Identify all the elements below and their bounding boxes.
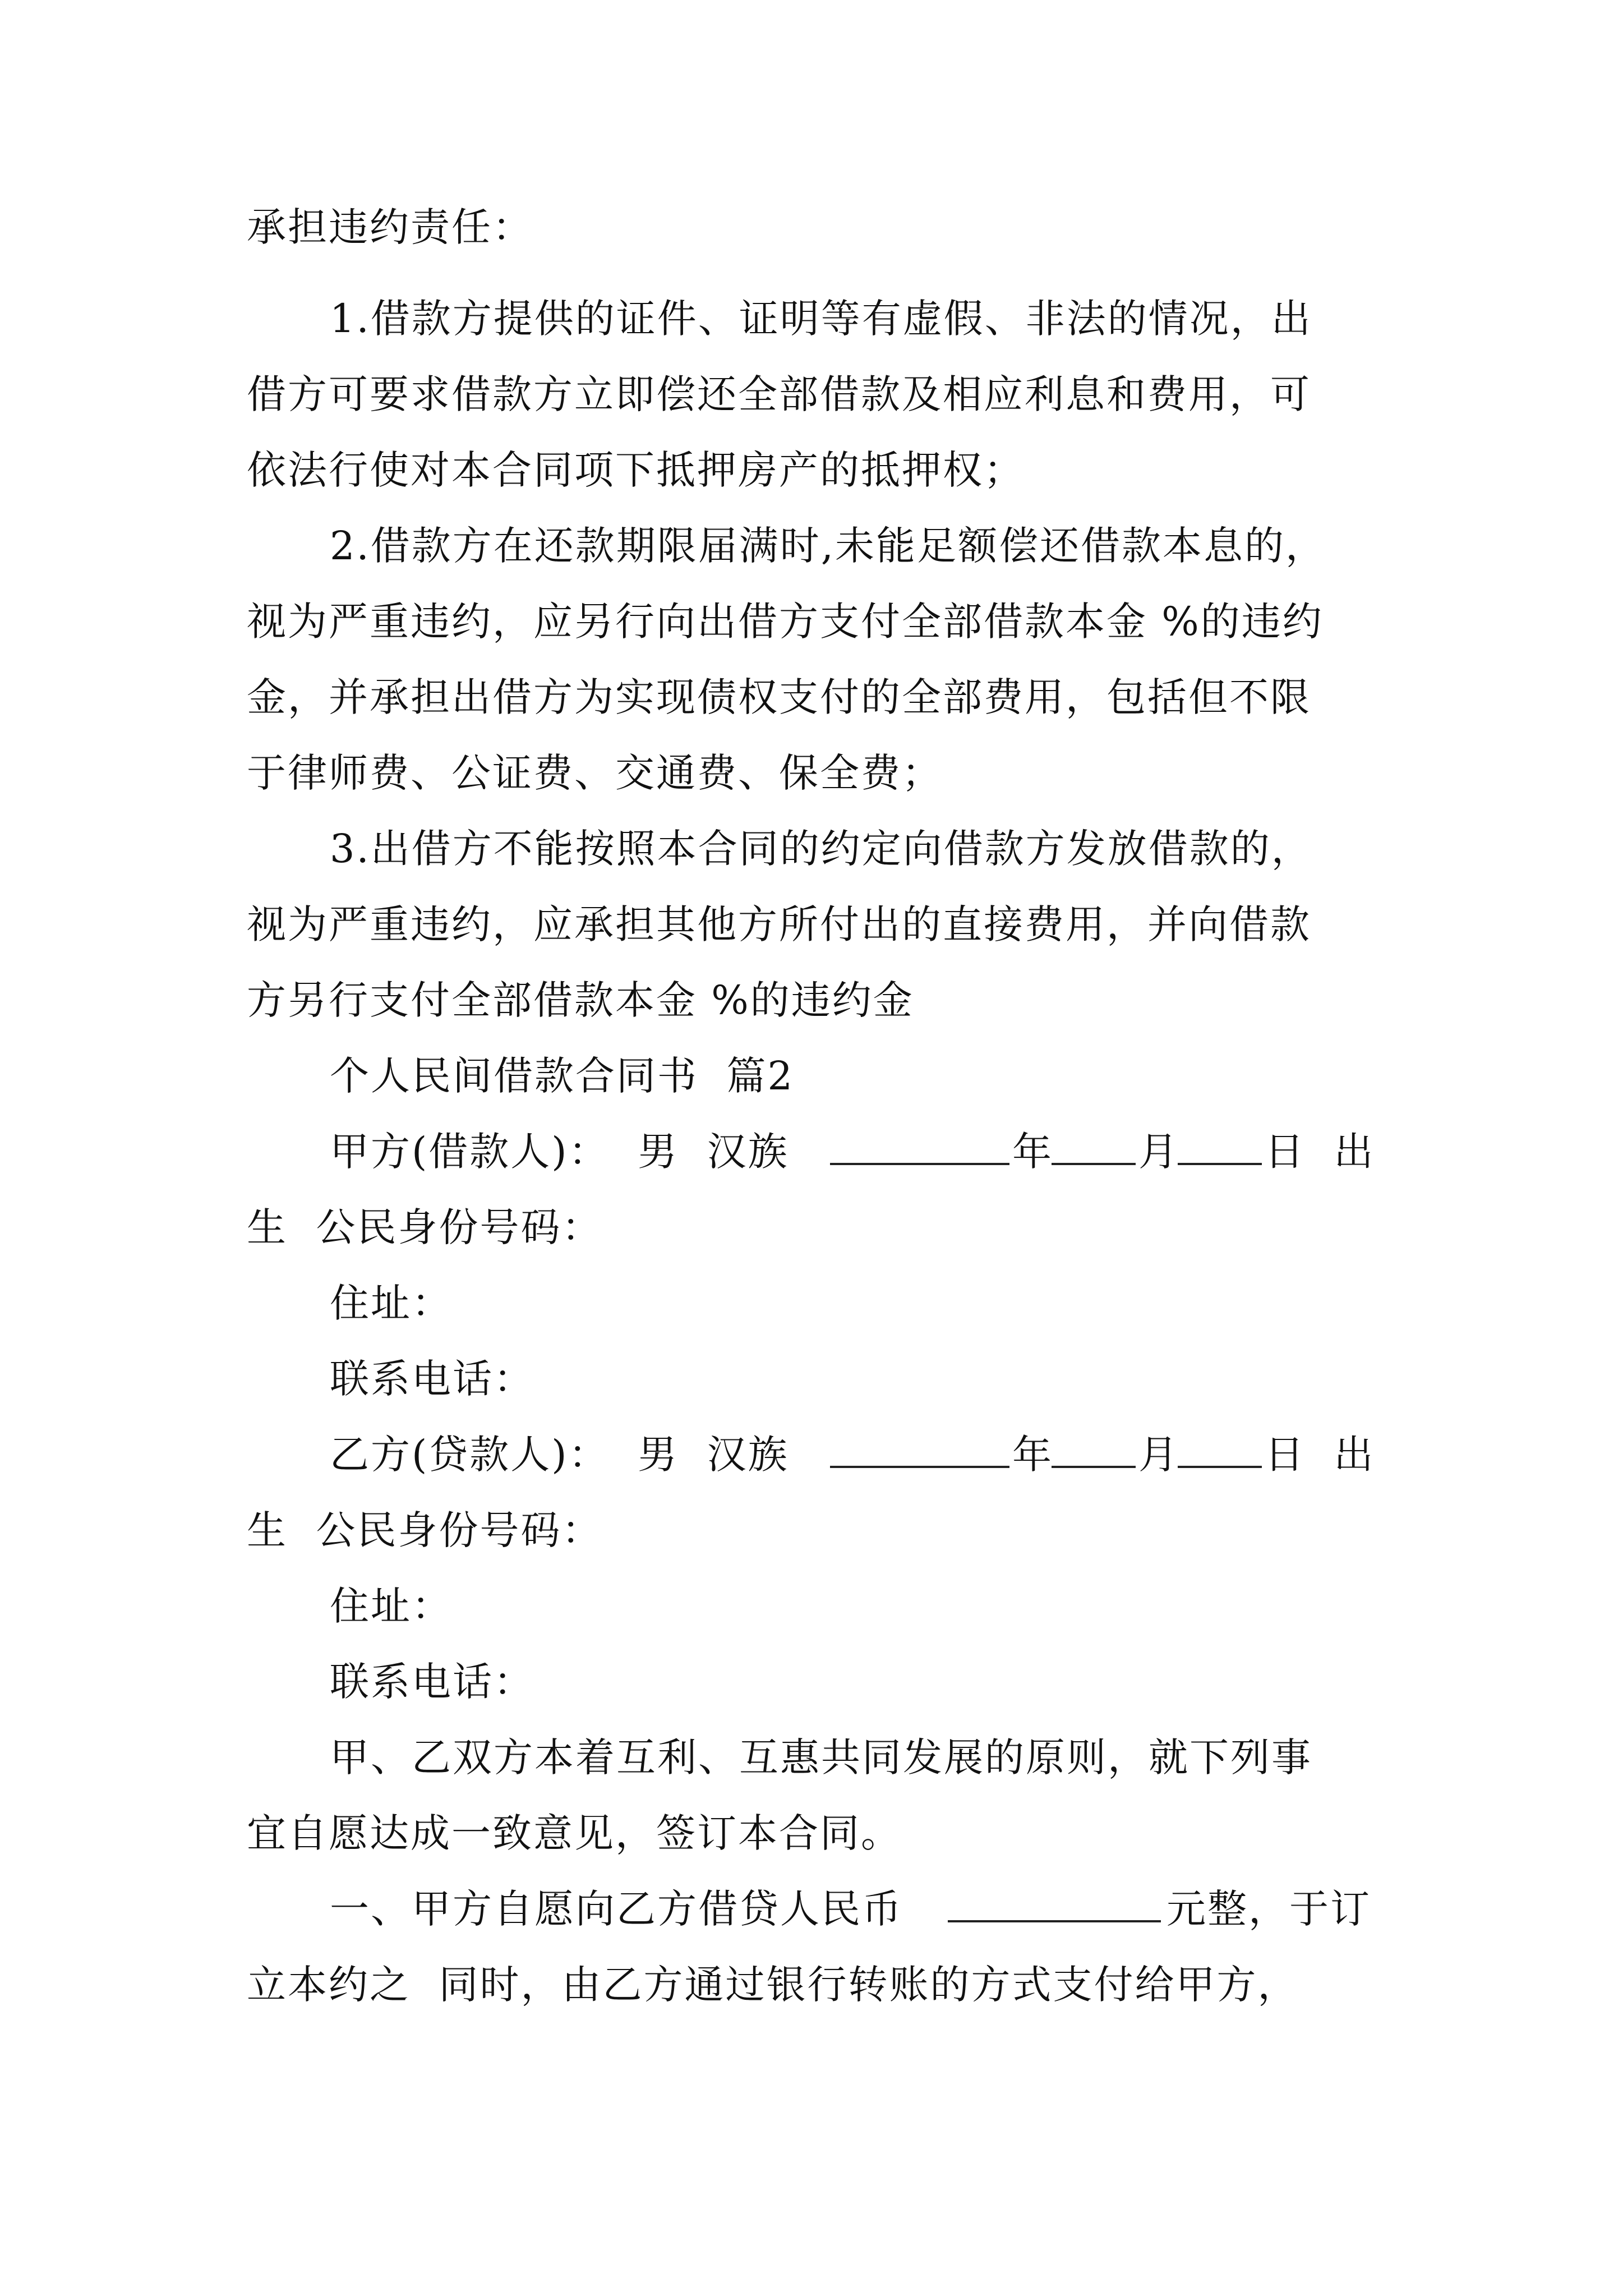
text-line: 视为严重违约，应另行向出借方支付全部借款本金 %的违约 [247, 599, 1324, 645]
text-line: 依法行使对本合同项下抵押房产的抵押权； [247, 447, 1025, 493]
text-line: 联系电话： [330, 1659, 534, 1705]
text-line: 住址： [330, 1583, 453, 1629]
month-blank [1052, 1422, 1136, 1468]
month-blank [1052, 1119, 1136, 1165]
text-line: 方另行支付全部借款本金 %的违约金 [247, 977, 914, 1023]
text-line: 住址： [330, 1280, 453, 1326]
text-line: 1.借款方提供的证件、证明等有虚假、非法的情况，出 [330, 296, 1312, 342]
text-line: 生 公民身份号码： [247, 1204, 603, 1250]
party-b-line: 乙方(贷款人)： 男 汉族 年 月 日 出 [0, 1421, 1623, 1488]
text-line: 视为严重违约，应承担其他方所付出的直接费用，并向借款 [247, 901, 1311, 947]
year-blank [830, 1119, 1009, 1165]
article-one-line: 一、甲方自愿向乙方借贷人民币 元整，于订 [0, 1875, 1623, 1943]
day-blank [1178, 1422, 1262, 1468]
text-line: 2.借款方在还款期限届满时,未能足额偿还借款本息的， [330, 523, 1327, 569]
year-blank [830, 1422, 1009, 1468]
text-line: 宜自愿达成一致意见，签订本合同。 [247, 1810, 902, 1856]
text-line: 甲、乙双方本着互利、互惠共同发展的原则，就下列事 [330, 1734, 1312, 1780]
party-a-line: 甲方(借款人)： 男 汉族 年 月 日 出 [0, 1118, 1623, 1185]
text-line: 承担违约责任： [247, 204, 533, 250]
text-line: 联系电话： [330, 1356, 534, 1402]
amount-blank [948, 1876, 1161, 1922]
text-line: 立本约之 同时，由乙方通过银行转账的方式支付给甲方， [247, 1962, 1299, 2008]
section-heading: 个人民间借款合同书 篇2 [330, 1053, 795, 1099]
text-line: 于律师费、公证费、交通费、保全费； [247, 750, 943, 796]
text-line: 3.出借方不能按照本合同的约定向借款方发放借款的， [330, 826, 1312, 872]
day-blank [1178, 1119, 1262, 1165]
text-line: 金，并承担出借方为实现债权支付的全部费用，包括但不限 [247, 674, 1311, 720]
text-line: 借方可要求借款方立即偿还全部借款及相应利息和费用，可 [247, 371, 1311, 417]
text-line: 生 公民身份号码： [247, 1507, 603, 1553]
